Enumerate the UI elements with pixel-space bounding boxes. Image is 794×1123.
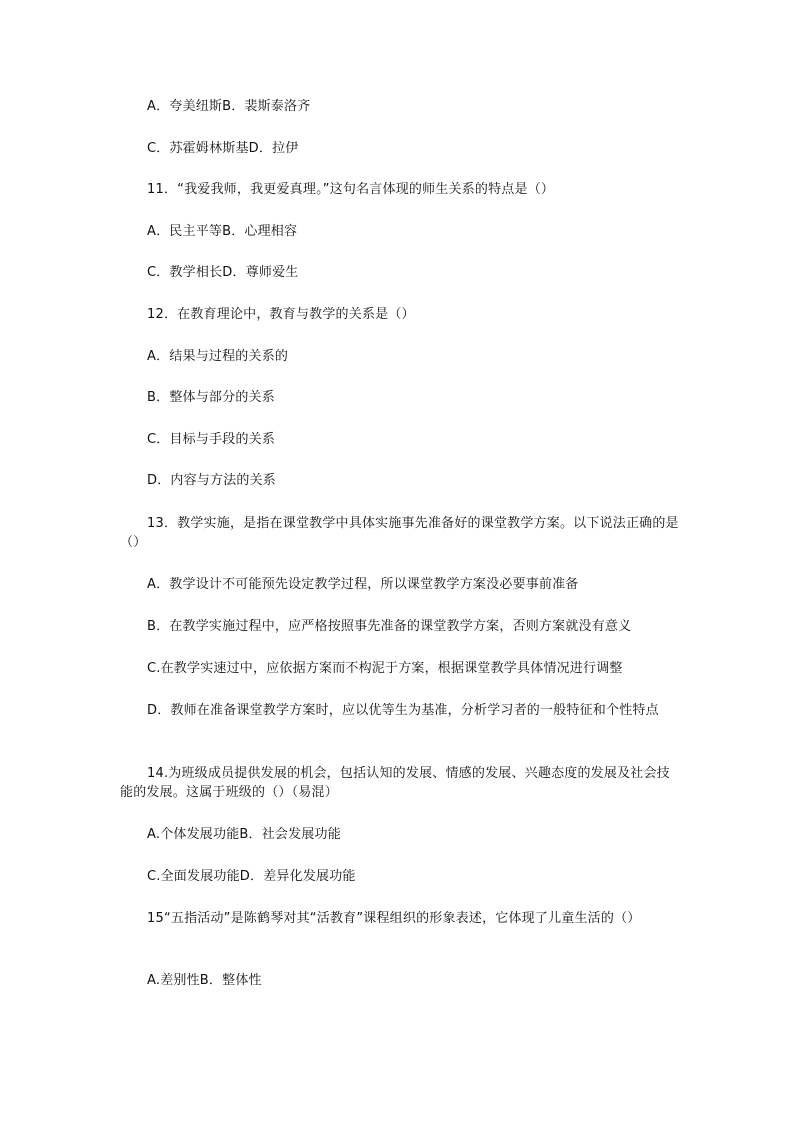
question-14: 14.为班级成员提供发展的机会，包括认知的发展、情感的发展、兴趣态度的发展及社会技能的发展。这属于班级的（）（易混） xyxy=(120,766,670,800)
q13-option-b: B．在教学实施过程中，应严格按照事先准备的课堂教学方案，否则方案就没有意义 xyxy=(147,619,632,634)
question-11: 11．“我爱我师，我更爱真理。”这句名言体现的师生关系的特点是（） xyxy=(147,182,555,197)
q12-option-d: D．内容与方法的关系 xyxy=(147,473,277,488)
option-line-c-sukhomlinsky: C．苏霍姆林斯基D．拉伊 xyxy=(147,141,299,156)
q14-options-ab: A.个体发展功能B．社会发展功能 xyxy=(147,827,341,842)
question-15: 15“五指活动”是陈鹤琴对其“活教育”课程组织的形象表述，它体现了儿童生活的（） xyxy=(147,911,641,926)
q13-option-d: D．教师在准备课堂教学方案时，应以优等生为基准，分析学习者的一般特征和个性特点 xyxy=(147,703,659,718)
q11-options-cd: C．教学相长D．尊师爱生 xyxy=(147,265,299,280)
q15-options-ab: A.差别性B．整体性 xyxy=(147,973,262,988)
q14-options-cd: C.全面发展功能D．差异化发展功能 xyxy=(147,869,356,884)
q12-option-a: A．结果与过程的关系的 xyxy=(147,349,289,364)
question-12: 12．在教育理论中，教育与教学的关系是（） xyxy=(147,307,415,322)
q13-option-a: A．教学设计不可能预先设定教学过程，所以课堂教学方案没必要事前准备 xyxy=(147,577,579,592)
option-line-a-comenius: A．夸美纽斯B．裴斯泰洛齐 xyxy=(147,99,311,114)
q11-options-ab: A．民主平等B．心理相容 xyxy=(147,224,298,239)
q12-option-c: C．目标与手段的关系 xyxy=(147,432,276,447)
q12-option-b: B．整体与部分的关系 xyxy=(147,390,275,405)
question-13: 13．教学实施，是指在课堂教学中具体实施事先准备好的课堂教学方案。以下说法正确的是（） xyxy=(120,516,679,550)
q13-option-c: C.在教学实速过中，应依据方案而不构泥于方案，根据课堂教学具体情况进行调整 xyxy=(147,661,623,676)
